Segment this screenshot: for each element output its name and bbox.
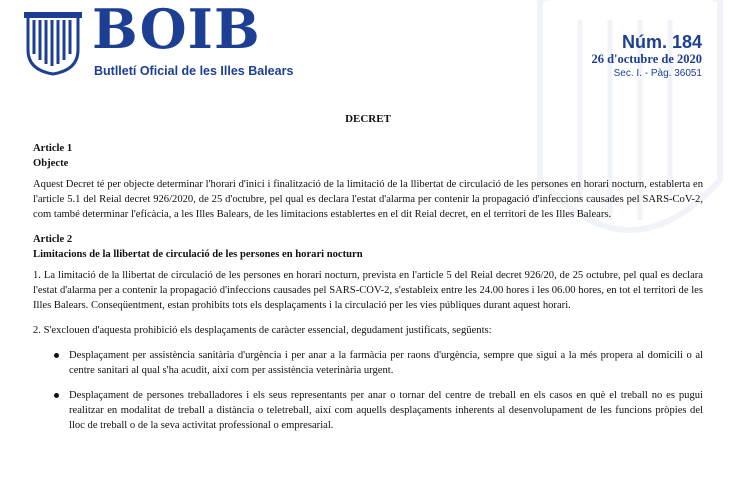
bullet-icon	[54, 353, 59, 358]
article-1-paragraph: Aquest Decret té per objecte determinar l'horari d'inici i finalització de la limitació de la llibertat de circulació de les persones en horari nocturn, establerta en l'article 5.1 del Reial decret 926/2020, de 25 d'octubre, pel qual es declara l'estat d'alarma per contenir la propagació d'infeccions causades pel SARS-CoV-2, com també determinar l'eficàcia, a les Illes Balears, de les limitacions establertes en el dit Reial decret, en el territori de les Illes Balears.	[33, 179, 703, 220]
article-2-heading: Article 2	[33, 234, 73, 245]
exclusions-list	[33, 348, 703, 433]
article-1-subheading: Objecte	[33, 158, 69, 169]
list-item	[33, 348, 703, 378]
issue-date: 26 d'octubre de 2020	[591, 52, 702, 66]
article-1-heading: Article 1	[33, 143, 73, 154]
boib-header	[0, 0, 730, 96]
list-item	[33, 388, 703, 433]
list-item-text: Desplaçament per assistència sanitària d'urgència i per anar a la farmàcia per raons d'urgència, sempre que sigui a la més propera al domicili o al centre sanitari al qual s'ha acudit, així com per assistència veterinària urgent.	[69, 350, 703, 376]
balearic-arms-emblem-icon	[20, 10, 86, 76]
article-2-paragraph-1: 1. La limitació de la llibertat de circulació de les persones en horari nocturn, prevista en l'article 5 del Reial decret 926/20, de 25 octubre, pel qual es declara l'estat d'alarma per a contenir la propagació d'infeccions causades pel SARS-COV-2, s'estableix entre les 24.00 hores i les 06.00 hores, en tot el territori de les Illes Balears. Conseqüentment, estan prohibits tots els desplaçaments i la circulació per les vies públiques durant aquest horari.	[33, 270, 703, 311]
list-item-text: Desplaçament de persones treballadores i els seus representants per anar o tornar del centre de treball en els casos en què el treball no es pugui realitzar en modalitat de treball a distància o teletreball, així com aquells desplaçaments inherents al desenvolupament de les funcions pròpies del lloc de treball o de la seva activitat professional o empresarial.	[69, 390, 703, 431]
article-2-subheading: Limitacions de la llibertat de circulació de les persones en horari nocturn	[33, 249, 363, 260]
boib-logo-subtitle: Butlletí Oficial de les Illes Balears	[94, 64, 294, 78]
bullet-icon	[54, 393, 59, 398]
issue-number: Núm. 184	[621, 32, 702, 52]
document-title: DECRET	[345, 113, 391, 125]
boib-logo-text: BOIB	[92, 0, 261, 61]
issue-info	[591, 32, 702, 80]
section-page: Sec. I. - Pàg. 36051	[613, 68, 702, 79]
decree-body	[33, 112, 703, 443]
article-2-paragraph-2: 2. S'exclouen d'aquesta prohibició els desplaçaments de caràcter essencial, degudament justificats, següents:	[33, 325, 492, 336]
